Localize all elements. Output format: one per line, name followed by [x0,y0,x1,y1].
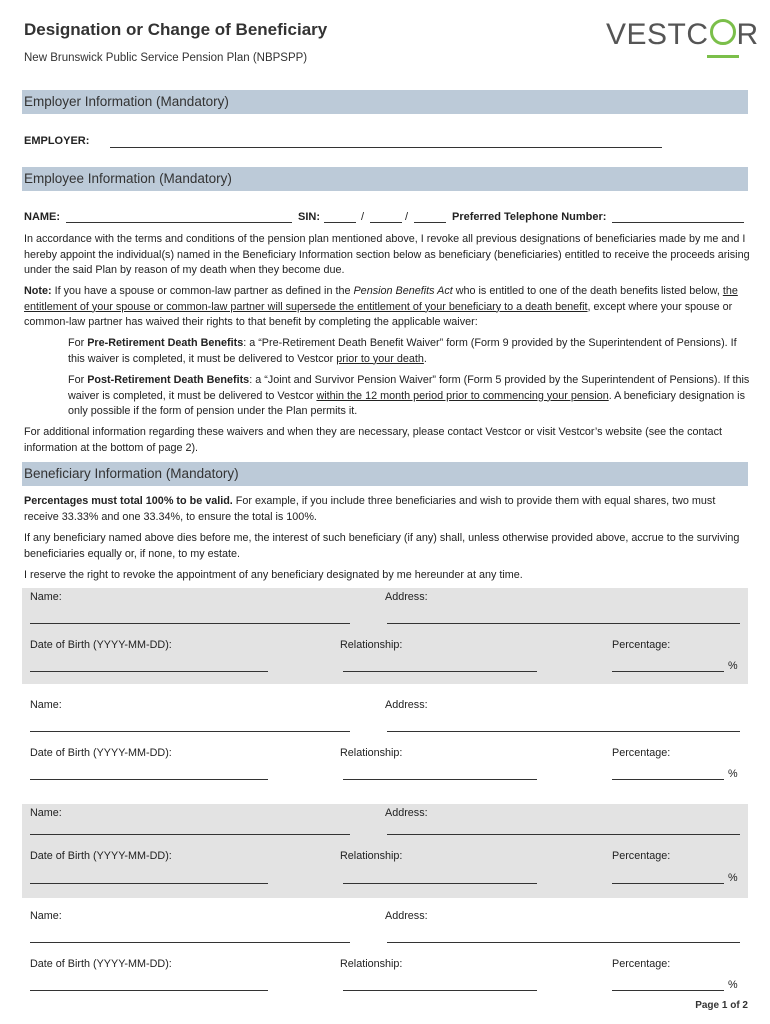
percentage-label: Percentage: [612,747,671,759]
vestcor-logo [606,18,759,52]
phone-label: Preferred Telephone Number: [452,211,607,223]
beneficiary-relationship-field[interactable] [343,990,537,991]
address-label: Address: [385,910,428,922]
revocation-paragraph: In accordance with the terms and conditions of the pension plan mentioned above, I revoke all previous designations of beneficiaries made by me and I hereby appoint the individual(s) named in the Beneficiary Information section below as beneficiary (beneficiaries) entitled to receive the proceeds arising under the said Plan by reason of my death when they become due. [24,233,750,276]
beneficiary-section-header: Beneficiary Information (Mandatory) [22,462,748,486]
employer-section-header: Employer Information (Mandatory) [22,90,748,114]
relationship-label: Relationship: [340,958,403,970]
beneficiary-address-field[interactable] [387,834,740,835]
pre-bold: Pre-Retirement Death Benefits [87,337,244,349]
post-bold: Post-Retirement Death Benefits [87,374,250,386]
post-underlined: within the 12 month period prior to commencing your pension [316,389,609,402]
phone-field[interactable] [612,222,744,223]
percentage-label: Percentage: [612,639,671,651]
name-label: Name: [30,807,62,819]
note-text-b: who is entitled to one of the death benefits listed below, [452,285,723,297]
post-text-b: : a “Joint and Survivor Pension Waiver” form (Form 5 provided by the Superintendent of Pensions). If this waiver is completed, it must be delivered to Vestcor [68,374,750,402]
beneficiary-dob-field[interactable] [30,990,268,991]
name-label: Name: [30,699,62,711]
beneficiary-relationship-field[interactable] [343,883,537,884]
post-text-c: . A beneficiary designation is only possible if the form of pension under the Plan permits it. [68,389,745,417]
sin-separator-2: / [405,211,409,223]
address-label: Address: [385,591,428,603]
percentage-label: Percentage: [612,958,671,970]
logo-text-before: VESTC [606,18,709,51]
beneficiary-name-field[interactable] [30,942,350,943]
percentage-label: Percentage: [612,850,671,862]
address-label: Address: [385,807,428,819]
relationship-label: Relationship: [340,639,403,651]
percent-sign: % [728,979,738,991]
pre-text-b: : a “Pre-Retirement Death Benefit Waiver” form (Form 9 provided by the Superintendent of Pensions). If this waiver is completed, it must be delivered to Vestcor [68,337,737,365]
note-paragraph [24,284,750,331]
relationship-label: Relationship: [340,747,403,759]
dob-label: Date of Birth (YYYY-MM-DD): [30,639,172,651]
additional-info-paragraph: For additional information regarding these waivers and when they are necessary, please contact Vestcor or visit Vestcor’s website (see the contact information at the bottom of page 2). [24,426,722,454]
sin-label: SIN: [298,211,320,223]
employee-name-field[interactable] [66,222,292,223]
beneficiary-address-field[interactable] [387,623,740,624]
page-number: Page 1 of 2 [695,1000,748,1011]
sin-separator-1: / [361,211,365,223]
note-text-a: If you have a spouse or common-law partner as defined in the [51,285,354,297]
note-act-name: Pension Benefits Act [353,285,453,297]
beneficiary-relationship-field[interactable] [343,671,537,672]
beneficiary-address-field[interactable] [387,942,740,943]
name-label: Name: [30,591,62,603]
beneficiary-percentage-field[interactable] [612,883,724,884]
percent-sign: % [728,660,738,672]
employer-label: EMPLOYER: [24,135,90,147]
beneficiary-dob-field[interactable] [30,671,268,672]
beneficiary-block-2 [22,696,748,792]
beneficiary-dob-field[interactable] [30,779,268,780]
beneficiary-name-field[interactable] [30,731,350,732]
sin-field-1[interactable] [324,222,356,223]
beneficiary-block-4 [22,907,748,997]
beneficiary-address-field[interactable] [387,731,740,732]
logo-o-icon [709,18,737,52]
beneficiary-percentage-field[interactable] [612,671,724,672]
form-title: Designation or Change of Beneficiary [24,20,328,39]
employer-field[interactable] [110,147,662,148]
percent-sign: % [728,768,738,780]
pre-text-c: . [423,352,427,365]
survivor-paragraph: If any beneficiary named above dies before me, the interest of such beneficiary (if any) shall, unless otherwise provided above, accrue to the surviving beneficiaries equally or, if none, to my estate. [24,532,740,560]
beneficiary-name-field[interactable] [30,834,350,835]
sin-field-2[interactable] [370,222,402,223]
post-retirement-paragraph [68,373,750,420]
beneficiary-relationship-field[interactable] [343,779,537,780]
name-label: Name: [30,910,62,922]
percentage-rule-bold: Percentages must total 100% to be valid. [24,495,233,507]
beneficiary-block-3 [22,804,748,898]
dob-label: Date of Birth (YYYY-MM-DD): [30,747,172,759]
beneficiary-name-field[interactable] [30,623,350,624]
note-label: Note: [24,285,52,297]
beneficiary-percentage-field[interactable] [612,779,724,780]
dob-label: Date of Birth (YYYY-MM-DD): [30,958,172,970]
percentage-rule-paragraph [24,494,750,525]
percentage-rule-text: For example, if you include three beneficiaries and wish to provide them with equal shares, two must receive 33.33% and one 33.34%, to ensure the total is 100%. [24,495,716,523]
sin-field-3[interactable] [414,222,446,223]
address-label: Address: [385,699,428,711]
employee-section-header: Employee Information (Mandatory) [22,167,748,191]
pre-underlined: prior to your death [336,352,424,365]
pre-text-a: For [68,337,88,349]
percent-sign: % [728,872,738,884]
pre-retirement-paragraph [68,336,750,367]
beneficiary-percentage-field[interactable] [612,990,724,991]
form-subtitle: New Brunswick Public Service Pension Plan (NBPSPP) [24,52,308,64]
logo-text-after: R [736,18,759,51]
post-text-a: For [68,374,88,386]
revoke-paragraph: I reserve the right to revoke the appointment of any beneficiary designated by me hereunder at any time. [24,569,523,581]
dob-label: Date of Birth (YYYY-MM-DD): [30,850,172,862]
name-label: NAME: [24,211,61,223]
relationship-label: Relationship: [340,850,403,862]
beneficiary-dob-field[interactable] [30,883,268,884]
beneficiary-block-1 [22,588,748,684]
note-text-c: , except where your spouse or common-law partner has waived their rights to that benefit by completing the applicable waiver: [24,300,733,328]
note-underlined: the entitlement of your spouse or common-law partner will supersede the entitlement of your beneficiary to a death benefit [24,285,738,313]
